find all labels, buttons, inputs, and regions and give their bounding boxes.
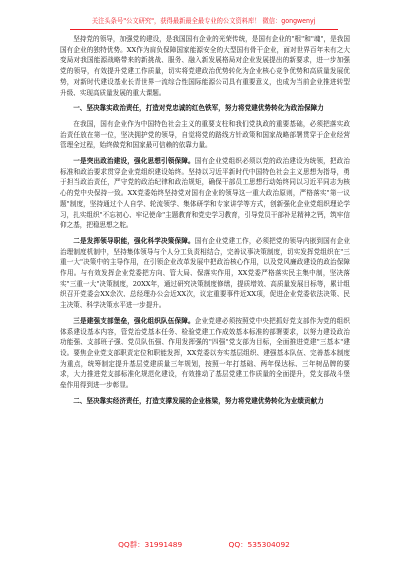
section-1-intro: 在我国，国有企业作为中国特色社会主义的重要支柱和我们党执政的重要基础，必须把落实政治责任放在第一位，坚决拥护党的领导，自觉将党的路线方针政策和国家战略部署贯穿于企业经营管理全过程，始终做党和国家最可信赖的依靠力量。 [60,119,350,150]
footer-qq-group: QQ群：31991489 [118,540,183,549]
document-body [60,34,350,412]
point-2-paragraph: 二是发挥领导职能，强化科学决策保障。国有企业党建工作，必须把党的领导内嵌到国有企业治理制度机制中，坚持集体领导与个人分工负责相结合，完善议事决策制度，切实发挥党组织在"三重一大"决策中的主导作用，在引领企业改革发展中把政治核心作用，以及党风廉政建设的政治保障作用。与有效发挥企业党委把方向、管大局、保落实作用，XX党委严格落实民主集中制，坚决落实"三重一大"决策制度，20XX年，通过研究决策制度修缮，提质增效、高质量发展目标等，累计组织召开党委会XX余次、总经理办公会近XX次，议定重要事件近XX项，促进企业党委依法决策、民主决策、科学决策水平进一步提升。 [60,236,351,310]
point-3-lead: 三是建强支部堡垒，强化组织队伍保障。 [73,316,195,325]
page-header [0,8,408,30]
page-footer [0,540,408,550]
header-rule [70,29,338,30]
section-heading-2: 二、坚决靠实经济责任，打造支撑发展的企业栋梁，努力将党建优势转化为业绩贡献力 [73,396,324,405]
intro-paragraph: 坚持党的领导，加强党的建设，是我国国有企业的光荣传统，是国有企业的"根"和"魂"，是我国国有企业的独特优势。XX作为肩负保障国家能源安全的大型国有骨干企业，面对世界百年未有之大变局对我国能源战略带来的新挑战、服务、融入新发展格局对企业发展提出的新要求，进一步加强党的领导，有效提升党建工作质量，切实将党建政治优势转化为企业核心竞争优势和高质量发展优势，对新时代建设基业长青世界一流综合性国际能源公司具有重要意义，也成为当前企业推进转型升级、实现高质量发展的重大课题。 [60,35,350,97]
point-1-lead: 一是突出政治建设，强化思想引领保障。 [73,157,195,166]
section-heading-1: 一、坚决靠实政治责任，打造对党忠诚的红色铁军，努力将党建优势转化为政治保障力 [73,104,324,113]
header-banner: 关注头条号"公文研究"，获得最新最全最专业的公文资料库！ 微信：gongwenyj [92,17,316,25]
point-1-paragraph: 一是突出政治建设，强化思想引领保障。国有企业党组织必须以党的政治建设为统领，把政治标准和政治要求贯穿企业党组织建设始终。坚持以习近平新时代中国特色社会主义思想为指导，勇于担当政治责任，严守党的政治纪律和政治规矩，确保干部员工思想行动始终同以习近平同志为核心的党中央保持一致。XX党委始终坚持党对国有企业的领导这一重大政治原则，严格落实"第一议题"制度，坚持通过个人自学、轮流领学、集体研学和专家讲学等方式，创新强化企业党组织理论学习，扎实组织"不忘初心、牢记使命"主题教育和党史学习教育，引导党员干部补足精神之钙，筑牢信仰之基，把稳思想之舵。 [60,157,351,230]
point-2-lead: 二是发挥领导职能，强化科学决策保障。 [73,236,195,245]
footer-qq: QQ：535304092 [228,540,290,549]
point-3-paragraph: 三是建强支部堡垒，强化组织队伍保障。企业党建必须按照党中央把抓好党支部作为党的组织体系建设基本内容，管党治党基本任务、检验党建工作成效基本标准的部署要求，以努力建设政治功能强、支部班子强、党员队伍强、作用发挥强的"四强"党支部为目标，全面推进党建"三基本"建设。要焦企业党支部职责定位和职能发挥，XX党委以夯实基层组织、建强基本队伍、完善基本制度为重点，统筹制定提升基层党建质量三年规划，按照一年打基础、两年保达标、三年树品牌的要求，大力推进党支部标准化规范化建设，有效推动了基层党建工作质量的全面提升，党支部战斗堡垒作用得到进一步彰显。 [60,316,351,390]
